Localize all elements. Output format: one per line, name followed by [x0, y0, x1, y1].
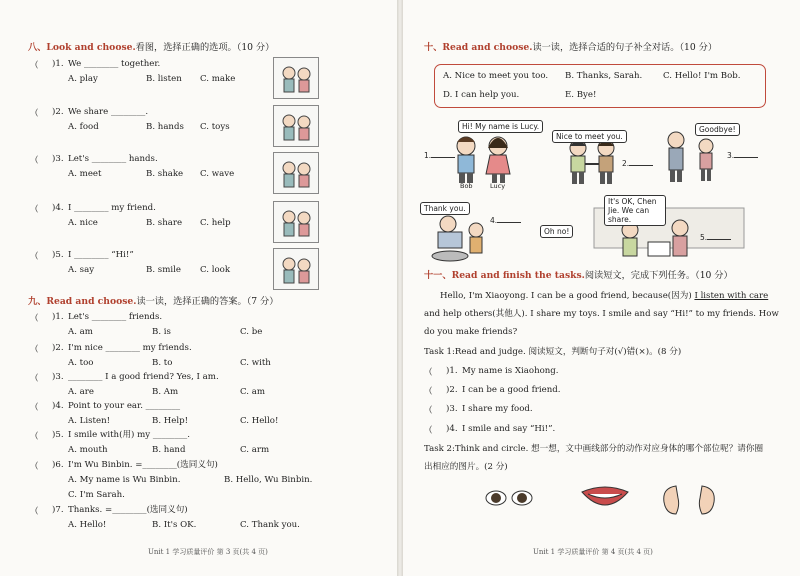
picture-drawing: [274, 249, 318, 289]
question-text: I ________ my friend.: [68, 203, 156, 213]
blank-2-line[interactable]: [629, 158, 653, 166]
question-text: I ________ “Hi!”: [68, 250, 134, 260]
option-c[interactable]: C. be: [240, 327, 263, 337]
blank-3-line[interactable]: [734, 150, 758, 158]
option-a[interactable]: A. am: [68, 327, 93, 337]
question-text: Let's ________ friends.: [68, 312, 163, 322]
blank-4-label: 4.: [490, 216, 498, 225]
choice-e: E. Bye!: [565, 90, 597, 100]
question-stem: )5.: [52, 430, 64, 440]
judge-no: )2.: [446, 385, 458, 395]
option-c[interactable]: C. with: [240, 358, 271, 368]
option-b[interactable]: B. Am: [152, 387, 179, 397]
answer-paren[interactable]: （: [30, 205, 39, 215]
question-text: We share ________.: [68, 107, 149, 117]
section9-title: Read and choose.: [46, 296, 137, 307]
choice-d: D. I can help you.: [443, 90, 520, 100]
answer-paren[interactable]: （: [30, 403, 39, 413]
task2-title: Task 2:Think and circle. 想一想，文中画线部分的动作对应身体的哪个部位呢？请你圈: [424, 444, 764, 454]
option-b[interactable]: B. hands: [146, 122, 184, 132]
option-c[interactable]: C. Thank you.: [240, 520, 300, 530]
option-b[interactable]: B. shake: [146, 169, 184, 179]
section11-header: [424, 270, 733, 281]
option-a[interactable]: A. mouth: [68, 445, 108, 455]
option-b[interactable]: B. Help!: [152, 416, 189, 426]
answer-paren[interactable]: （: [30, 507, 39, 517]
judge-text: I smile and say “Hi!”.: [462, 424, 556, 434]
picture-drawing: [274, 106, 318, 146]
page-fold: [397, 0, 403, 576]
option-c[interactable]: C. look: [200, 265, 231, 275]
option-b[interactable]: B. listen: [146, 74, 182, 84]
choice-a: A. Nice to meet you too.: [443, 71, 549, 81]
picture-drawing: [274, 58, 318, 98]
thankyou-figures: [432, 216, 483, 261]
option-c[interactable]: C. wave: [200, 169, 235, 179]
section11-num: 十一、: [424, 270, 452, 281]
task1-title: Task 1:Read and judge. 阅读短文，判断句子对(√)错(×)。(8 分): [424, 347, 682, 357]
blank-2[interactable]: [622, 158, 653, 168]
name-bob: Bob: [460, 182, 473, 190]
question-stem: )3.: [52, 372, 64, 382]
answer-paren[interactable]: （: [30, 314, 39, 324]
judge-paren[interactable]: （: [424, 426, 433, 436]
option-a[interactable]: A. Hello!: [68, 520, 107, 530]
bubble-nice-to-meet: Nice to meet you.: [552, 130, 627, 143]
task2-title-2: 出相应的图片。(2 分): [424, 462, 508, 472]
question-stem: )4.: [52, 203, 64, 213]
blank-3-label: 3.: [727, 151, 735, 160]
option-c[interactable]: C. I'm Sarah.: [68, 490, 125, 500]
blank-3[interactable]: [727, 150, 758, 160]
body-part-pictures: [480, 478, 750, 522]
option-c[interactable]: C. help: [200, 218, 231, 228]
option-c[interactable]: C. make: [200, 74, 236, 84]
section10-title: Read and choose.: [442, 42, 533, 53]
option-b[interactable]: B. It's OK.: [152, 520, 197, 530]
question-picture: [273, 57, 319, 99]
question-text: Thanks. =________(选同义句): [68, 505, 188, 515]
option-a[interactable]: A. too: [68, 358, 94, 368]
section9-num: 九、: [28, 296, 47, 307]
section10-num: 十、: [424, 42, 443, 53]
option-a[interactable]: A. are: [68, 387, 94, 397]
blank-1-label: 1.: [424, 151, 432, 160]
option-a[interactable]: A. nice: [68, 218, 98, 228]
handshake-figures: [570, 140, 614, 184]
mouth-picture[interactable]: [582, 487, 628, 505]
blank-1[interactable]: [424, 150, 455, 160]
blank-2-label: 2.: [622, 159, 630, 168]
question-picture: [273, 105, 319, 147]
option-a[interactable]: A. Listen!: [68, 416, 111, 426]
goodbye-figures: [668, 132, 713, 182]
question-text: I'm Wu Binbin. =________(选同义句): [68, 460, 218, 470]
blank-5-label: 5.: [700, 233, 708, 242]
question-text: We ________ together.: [68, 59, 161, 69]
judge-text: I can be a good friend.: [462, 385, 561, 395]
option-c[interactable]: C. toys: [200, 122, 230, 132]
section8-instruction: 看图，选择正确的选项。（10 分）: [135, 42, 275, 53]
bubble-goodbye: Goodbye!: [695, 123, 740, 136]
question-stem: )1.: [52, 59, 64, 69]
option-a[interactable]: A. food: [68, 122, 99, 132]
section10-instruction: 读一读，选择合适的句子补全对话。（10 分）: [532, 42, 718, 53]
option-c[interactable]: C. Hello!: [240, 416, 279, 426]
passage-underlined: I listen with care: [694, 291, 769, 301]
footer-left: Unit 1 学习质量评价 第 3 页(共 4 页): [148, 548, 268, 556]
answer-paren[interactable]: （: [30, 252, 39, 262]
question-stem: )7.: [52, 505, 64, 515]
blank-4[interactable]: [490, 215, 521, 225]
option-c[interactable]: C. am: [240, 387, 266, 397]
section9-instruction: 读一读，选择正确的答案。（7 分）: [136, 296, 279, 307]
question-stem: )4.: [52, 401, 64, 411]
section11-instruction: 阅读短文，完成下列任务。（10 分）: [584, 270, 733, 281]
question-stem: )5.: [52, 250, 64, 260]
option-a[interactable]: A. say: [68, 265, 95, 275]
eyes-picture[interactable]: [486, 491, 532, 505]
bubble-thank-you: Thank you.: [420, 202, 470, 215]
option-b[interactable]: B. smile: [146, 265, 181, 275]
choice-c: C. Hello! I'm Bob.: [663, 71, 741, 81]
judge-paren[interactable]: （: [424, 387, 433, 397]
lucy-figure: [486, 137, 510, 183]
ears-picture[interactable]: [664, 486, 715, 514]
question-text: Let's ________ hands.: [68, 154, 158, 164]
question-stem: )6.: [52, 460, 64, 470]
picture-drawing: [274, 202, 318, 242]
section8-title: Look and choose.: [46, 42, 136, 53]
choice-b: B. Thanks, Sarah.: [565, 71, 643, 81]
judge-text: I share my food.: [462, 404, 533, 414]
bubble-lucy: Hi! My name is Lucy.: [458, 120, 543, 133]
section8-num: 八、: [28, 42, 47, 53]
answer-paren[interactable]: （: [30, 345, 39, 355]
choices-box: [434, 64, 766, 108]
option-c[interactable]: C. arm: [240, 445, 270, 455]
section9-header: [28, 296, 278, 307]
option-b[interactable]: B. Hello, Wu Binbin.: [224, 475, 313, 485]
name-lucy: Lucy: [490, 182, 506, 190]
option-b[interactable]: B. hand: [152, 445, 186, 455]
bubble-its-ok: It's OK, Chen Jie. We can share.: [604, 195, 666, 226]
judge-no: )1.: [446, 366, 458, 376]
answer-paren[interactable]: （: [30, 156, 39, 166]
bubble-oh-no: Oh no!: [540, 225, 573, 238]
option-a[interactable]: A. play: [68, 74, 98, 84]
question-picture: [273, 201, 319, 243]
judge-paren[interactable]: （: [424, 406, 433, 416]
blank-5[interactable]: [700, 232, 731, 242]
question-picture: [273, 152, 319, 194]
answer-paren[interactable]: （: [30, 109, 39, 119]
section10-header: [424, 42, 717, 53]
question-stem: )2.: [52, 343, 64, 353]
question-stem: )1.: [52, 312, 64, 322]
option-b[interactable]: B. share: [146, 218, 183, 228]
passage-part-a: Hello, I'm Xiaoyong. I can be a good friend, because(因为): [440, 291, 695, 301]
blank-5-line[interactable]: [707, 232, 731, 240]
question-text: ________ I a good friend? Yes, I am.: [68, 372, 219, 382]
passage-part-b: and help others(其他人). I share my toys. I smile and say “Hi!” to my friends. How do you make friends?: [424, 309, 779, 337]
section8-header: [28, 42, 274, 53]
judge-text: My name is Xiaohong.: [462, 366, 559, 376]
option-b[interactable]: B. to: [152, 358, 173, 368]
footer-right: Unit 1 学习质量评价 第 4 页(共 4 页): [533, 548, 653, 556]
judge-no: )4.: [446, 424, 458, 434]
question-stem: )3.: [52, 154, 64, 164]
picture-drawing: [274, 153, 318, 193]
option-a[interactable]: A. My name is Wu Binbin.: [68, 475, 181, 485]
bob-figure: [457, 137, 475, 183]
page-3: [0, 0, 398, 576]
question-picture: [273, 248, 319, 290]
judge-paren[interactable]: （: [424, 368, 433, 378]
question-text: I smile with(用) my ________.: [68, 430, 190, 440]
blank-1-line[interactable]: [431, 150, 455, 158]
answer-paren[interactable]: （: [30, 61, 39, 71]
blank-4-line[interactable]: [497, 215, 521, 223]
question-stem: )2.: [52, 107, 64, 117]
option-a[interactable]: A. meet: [68, 169, 102, 179]
answer-paren[interactable]: （: [30, 374, 39, 384]
answer-paren[interactable]: （: [30, 432, 39, 442]
judge-no: )3.: [446, 404, 458, 414]
section11-title: Read and finish the tasks.: [451, 270, 585, 281]
passage: [424, 287, 784, 341]
question-text: Point to your ear. ________: [68, 401, 181, 411]
answer-paren[interactable]: （: [30, 462, 39, 472]
option-b[interactable]: B. is: [152, 327, 171, 337]
question-text: I'm nice ________ my friends.: [68, 343, 192, 353]
